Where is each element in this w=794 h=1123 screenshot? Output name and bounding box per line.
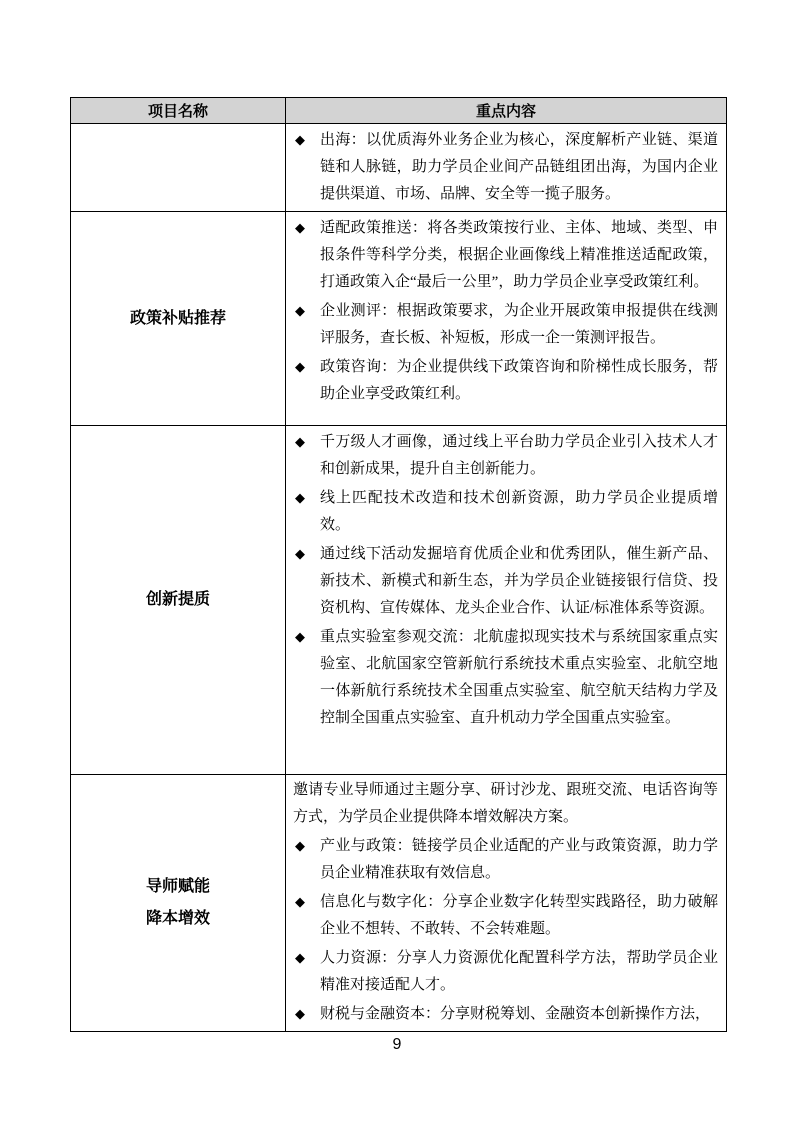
bullet-item	[293, 429, 718, 483]
project-name-cell: 创新提质	[71, 426, 286, 775]
bullet-text: 通过线下活动发掘培育优质企业和优秀团队，催生新产品、新技术、新模式和新生态，并为学员企业链接银行信贷、投资机构、宣传媒体、龙头企业合作、认证/标准体系等资源。	[320, 546, 718, 616]
bullet-item	[293, 889, 718, 943]
bullet-text: 政策咨询：为企业提供线下政策咨询和阶梯性成长服务，帮助企业享受政策红利。	[320, 359, 718, 402]
content-table	[70, 97, 727, 1032]
bullet-text: 适配政策推送：将各类政策按行业、主体、地域、类型、申报条件等科学分类，根据企业画像线上精准推送适配政策，打通政策入企“最后一公里”，助力学员企业享受政策红利。	[320, 220, 718, 290]
table-row-innovation	[71, 426, 727, 775]
project-name-cell	[71, 775, 286, 1032]
content-cell	[286, 426, 727, 775]
bullet-item	[293, 833, 718, 887]
diamond-bullet-icon: ◆	[295, 133, 305, 148]
bullet-text: 财税与金融资本：分享财税筹划、金融资本创新操作方法，	[320, 1006, 711, 1022]
bullet-text: 出海：以优质海外业务企业为核心，深度解析产业链、渠道链和人脉链，助力学员企业间产品链组团出海，为国内企业提供渠道、市场、品牌、安全等一揽子服务。	[320, 132, 718, 202]
project-name-line: 导师赋能	[145, 878, 210, 895]
diamond-bullet-icon: ◆	[295, 547, 305, 562]
bullet-text: 企业测评：根据政策要求，为企业开展政策申报提供在线测评服务，查长板、补短板，形成一企一策测评报告。	[320, 303, 718, 346]
bullet-item	[293, 624, 718, 732]
col-header-project-name: 项目名称	[71, 98, 286, 124]
table-row-mentor-empowerment	[71, 775, 727, 1032]
diamond-bullet-icon: ◆	[295, 1007, 305, 1022]
bullet-item	[293, 541, 718, 622]
page-number: 9	[392, 1036, 402, 1053]
diamond-bullet-icon: ◆	[295, 491, 305, 506]
content-cell	[286, 212, 727, 426]
diamond-bullet-icon: ◆	[295, 221, 305, 236]
table-row-policy-subsidy	[71, 212, 727, 426]
intro-text: 邀请专业导师通过主题分享、研讨沙龙、跟班交流、电话咨询等方式，为学员企业提供降本增效解决方案。	[293, 782, 718, 825]
content-cell	[286, 775, 727, 1032]
bullet-item	[293, 945, 718, 999]
header-row	[71, 98, 727, 124]
col-header-key-content: 重点内容	[286, 98, 727, 124]
diamond-bullet-icon: ◆	[295, 304, 305, 319]
diamond-bullet-icon: ◆	[295, 360, 305, 375]
bullet-text: 线上匹配技术改造和技术创新资源，助力学员企业提质增效。	[320, 490, 718, 533]
project-name-cell: 政策补贴推荐	[71, 212, 286, 426]
diamond-bullet-icon: ◆	[295, 839, 305, 854]
diamond-bullet-icon: ◆	[295, 630, 305, 645]
bullet-item	[293, 354, 718, 408]
bullet-text: 产业与政策：链接学员企业适配的产业与政策资源，助力学员企业精准获取有效信息。	[320, 838, 718, 881]
bullet-text: 人力资源：分享人力资源优化配置科学方法，帮助学员企业精准对接适配人才。	[320, 950, 718, 993]
bullet-item	[293, 215, 718, 296]
diamond-bullet-icon: ◆	[295, 895, 305, 910]
bullet-item	[293, 485, 718, 539]
table-row-overseas	[71, 124, 727, 212]
bullet-text: 重点实验室参观交流：北航虚拟现实技术与系统国家重点实验室、北航国家空管新航行系统技术重点实验室、北航空地一体新航行系统技术全国重点实验室、航空航天结构力学及控制全国重点实验室、直升机动力学全国重点实验室。	[320, 629, 718, 726]
bullet-item	[293, 298, 718, 352]
diamond-bullet-icon: ◆	[295, 951, 305, 966]
content-cell	[286, 124, 727, 212]
project-name-cell	[71, 124, 286, 212]
bullet-text: 信息化与数字化：分享企业数字化转型实践路径，助力破解企业不想转、不敢转、不会转难题。	[320, 894, 718, 937]
bullet-text: 千万级人才画像，通过线上平台助力学员企业引入技术人才和创新成果，提升自主创新能力。	[320, 434, 718, 477]
bullet-item	[293, 127, 718, 208]
diamond-bullet-icon: ◆	[295, 435, 305, 450]
project-name-line: 降本增效	[145, 910, 210, 927]
bullet-item	[293, 1001, 718, 1028]
